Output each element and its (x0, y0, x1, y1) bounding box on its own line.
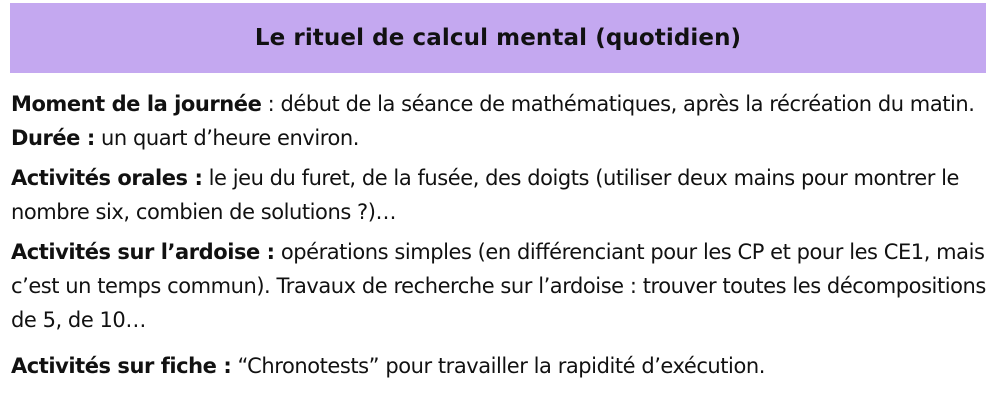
title-banner (10, 3, 986, 73)
oral-activities-label: Activités orales : (11, 166, 203, 190)
ritual-description (11, 87, 987, 389)
slate-activities-text: opérations simples (en différenciant pour les CP et pour les CE1, mais c’est un temps commun). Travaux de recherche sur l’ardoise : trouver toutes les décompositions de 5, de 10… (11, 240, 986, 332)
worksheet-activities-text: “Chronotests” pour travailler la rapidité d’exécution. (231, 354, 765, 378)
moment-text: : début de la séance de mathématiques, après la récréation du matin. (261, 92, 975, 116)
slate-activities-label: Activités sur l’ardoise : (11, 240, 275, 264)
duration-text: un quart d’heure environ. (94, 126, 359, 150)
moment-label: Moment de la journée (11, 92, 262, 116)
duration-label: Durée : (11, 126, 95, 150)
paragraph-moment (11, 87, 987, 155)
paragraph-worksheet-activities (11, 349, 987, 383)
paragraph-slate-activities (11, 235, 987, 337)
worksheet-activities-label: Activités sur fiche : (11, 354, 232, 378)
paragraph-oral-activities (11, 161, 987, 229)
oral-activities-text: le jeu du furet, de la fusée, des doigts (utiliser deux mains pour montrer le nombre six, combien de solutions ?)… (11, 166, 960, 224)
page-title: Le rituel de calcul mental (quotidien) (254, 25, 742, 51)
